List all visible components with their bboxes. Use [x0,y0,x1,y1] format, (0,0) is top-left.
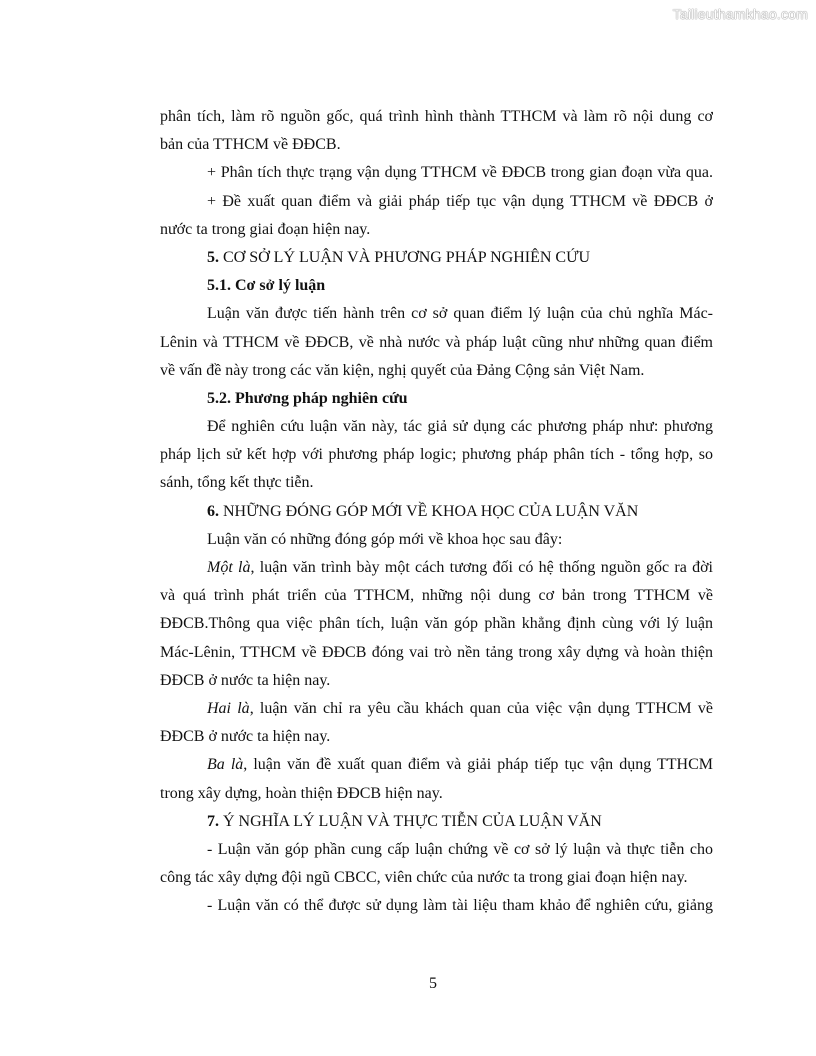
text-line [160,357,713,385]
text-run: Mác-Lênin, TTHCM về ĐĐCB đóng vai trò nền tảng trong xây dựng và hoàn thiện [160,643,713,661]
text-line [160,808,713,836]
text-line [160,780,713,808]
text-line [160,892,713,920]
bold-text: 5.2. Phương pháp nghiên cứu [207,389,408,407]
text-run: CƠ SỞ LÝ LUẬN VÀ PHƯƠNG PHÁP NGHIÊN CỨU [219,248,591,266]
text-run: , luận văn đề xuất quan điểm và giải pháp tiếp tục vận dụng TTHCM [243,756,713,774]
text-run: công tác xây dựng đội ngũ CBCC, viên chức của nước ta trong giai đoạn hiện nay. [160,869,688,887]
text-run: Ý NGHĨA LÝ LUẬN VÀ THỰC TIỄN CỦA LUẬN VĂN [219,812,602,830]
text-run: phân tích, làm rõ nguồn gốc, quá trình hình thành TTHCM và làm rõ nội dung cơ [160,108,713,125]
text-line [160,385,713,413]
text-run: - Luận văn góp phần cung cấp luận chứng về cơ sở lý luận và thực tiễn cho [207,840,713,858]
text-line [160,329,713,357]
text-run: + Phân tích thực trạng vận dụng TTHCM về ĐĐCB trong gian đoạn vừa qua. [207,164,713,182]
text-line [160,554,713,582]
text-line [160,188,713,216]
italic-text: Một là [207,559,251,576]
text-line [160,751,713,779]
text-run: Lênin và TTHCM về ĐĐCB, về nhà nước và pháp luật cũng như những quan điểm [160,333,713,351]
document-body [160,103,713,920]
text-line [160,667,713,695]
text-line [160,610,713,638]
text-line [160,526,713,554]
text-run: , luận văn trình bày một cách tương đối có hệ thống nguồn gốc ra đời [250,559,713,576]
text-line [160,159,713,187]
italic-text: Ba là [207,756,244,774]
text-line [160,244,713,272]
text-run: , luận văn chỉ ra yêu cầu khách quan của việc vận dụng TTHCM về [249,699,713,717]
text-line [160,103,713,131]
text-run: sánh, tổng kết thực tiễn. [160,474,314,492]
text-run: trong xây dựng, hoàn thiện ĐĐCB hiện nay. [160,784,443,802]
bold-text: 5. [207,248,219,266]
text-run: bản của TTHCM về ĐĐCB. [160,136,341,154]
text-line [160,469,713,497]
text-line [160,723,713,751]
text-line [160,864,713,892]
text-line [160,441,713,469]
bold-text: 6. [207,502,219,520]
text-run: - Luận văn có thể được sử dụng làm tài liệu tham khảo để nghiên cứu, giảng [207,897,713,915]
text-run: Luận văn được tiến hành trên cơ sở quan điểm lý luận của chủ nghĩa Mác- [207,305,713,323]
text-run: ĐĐCB.Thông qua việc phân tích, luận văn góp phần khẳng định cùng với lý luận [160,615,713,633]
text-run: + Đề xuất quan điểm và giải pháp tiếp tục vận dụng TTHCM về ĐĐCB ở [207,192,713,210]
text-run: và quá trình phát triển của TTHCM, những nội dung cơ bản trong TTHCM về [160,587,713,605]
text-run: Để nghiên cứu luận văn này, tác giả sử dụng các phương pháp như: phương [207,418,713,436]
text-line [160,272,713,300]
italic-text: Hai là [207,699,250,717]
text-run: NHỮNG ĐÓNG GÓP MỚI VỀ KHOA HỌC CỦA LUẬN VĂN [219,502,639,520]
text-line [160,639,713,667]
text-run: nước ta trong giai đoạn hiện nay. [160,220,371,238]
text-line [160,582,713,610]
text-line [160,695,713,723]
bold-text: 7. [207,812,219,830]
text-line [160,300,713,328]
page-number: 5 [429,975,437,992]
text-line [160,836,713,864]
text-run: ĐĐCB ở nước ta hiện nay. [160,671,331,689]
text-line [160,216,713,244]
text-run: ĐĐCB ở nước ta hiện nay. [160,728,331,746]
text-line [160,413,713,441]
text-line [160,131,713,159]
text-run: pháp lịch sử kết hợp với phương pháp logic; phương pháp phân tích - tổng hợp, so [160,446,713,464]
watermark: Tailieuthamkhao.com [672,6,808,22]
text-line [160,498,713,526]
bold-text: 5.1. Cơ sở lý luận [207,277,326,295]
text-run: về vấn đề này trong các văn kiện, nghị quyết của Đảng Cộng sản Việt Nam. [160,361,645,379]
text-run: Luận văn có những đóng góp mới về khoa học sau đây: [207,530,563,548]
